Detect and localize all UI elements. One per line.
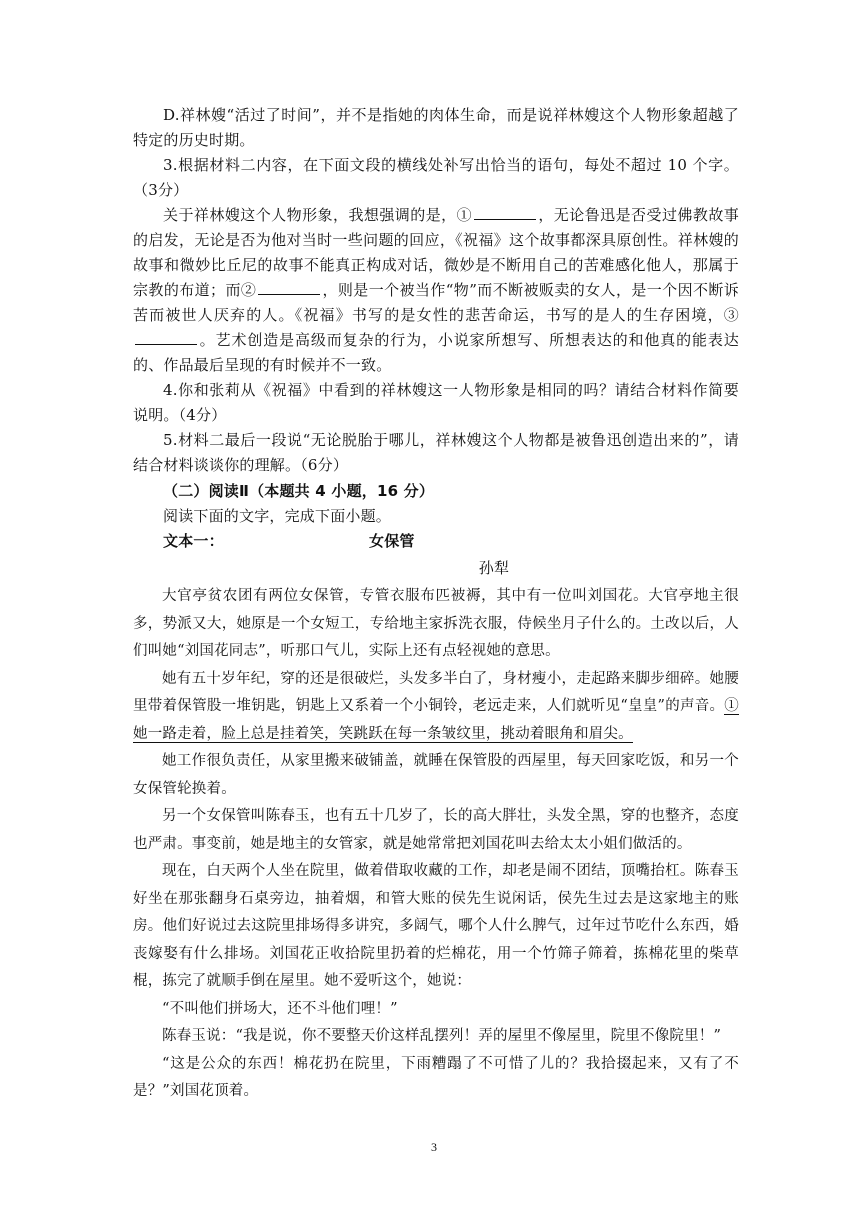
text-label: 文本一： [163,532,224,550]
text-title-row [133,529,739,556]
question-3-passage [133,203,739,378]
story-paragraph-6: “不叫他们拼场大，还不斗他们哩！” [162,1000,398,1017]
answer-blank-3[interactable] [135,329,197,345]
answer-blank-2[interactable] [258,279,320,295]
story-body [133,583,739,1106]
story-paragraph-3: 她工作很负责任，从家里搬来破铺盖，就睡在保管股的西屋里，每天回家吃饭，和另一个女保管轮换着。 [133,753,739,797]
story-paragraph-1: 大官亭贫农团有两位女保管，专管衣服布匹被褥，其中有一位叫刘国花。大官亭地主很多，势派又大，她原是一个女短工，专给地主家拆洗衣服，侍候坐月子什么的。土改以后，人们叫她“刘国花同志”，听那口气儿，实际上还有点轻视她的意思。 [133,588,739,659]
page-number: 3 [431,1140,437,1154]
passage-part-b: ，无论鲁迅是否受过佛教故事的启发，无论是否为他对当时一些问题的回应，《祝福》这个故事都深具原创性。祥林嫂的故事和微妙比丘尼的故事不能真正构成对话，微妙是不断用自己的苦难感化他人，那属于宗教的布道；而② [133,206,739,299]
story-author: 孙犁 [478,559,510,577]
story-title: 女保管 [369,532,415,550]
story-paragraph-2-text: 她有五十岁年纪，穿的还是很破烂，头发多半白了，身材瘦小，走起路来脚步细碎。她腰里带着保管股一堆钥匙，钥匙上又系着一个小铜铃，老远走来，人们就听见“皇皇”的声音。 [133,670,739,714]
page-content [133,103,739,1106]
story-paragraph-2 [133,666,739,749]
underlined-sentence-1: ①她一路走着，脸上总是挂着笑，笑跳跃在每一条皱纹里，挑动着眼角和眉尖。 [133,698,739,742]
option-d: D.祥林嫂“活过了时间”，并不是指她的肉体生命，而是说祥林嫂这个人物形象超越了特定的历史时期。 [133,106,739,149]
question-4: 4.你和张莉从《祝福》中看到的祥林嫂这一人物形象是相同的吗？请结合材料作简要说明。（4分） [133,381,739,424]
story-paragraph-8: “这是公众的东西！棉花扔在院里，下雨糟蹋了不可惜了儿的？我拾掇起来，又有了不是？”刘国花顶着。 [133,1055,739,1099]
story-paragraph-5: 现在，白天两个人坐在院里，做着借取收藏的工作，却老是闹不团结，顶嘴抬杠。陈春玉好坐在那张翻身石桌旁边，抽着烟，和管大账的侯先生说闲话，侯先生过去是这家地主的账房。他们好说过去这院里排场得多讲究，多阔气，哪个人什么脾气，过年过节吃什么东西，婚丧嫁娶有什么排场。刘国花正收拾院里扔着的烂棉花，用一个竹筛子筛着，拣棉花里的柴草棍，拣完了就顺手倒在屋里。她不爱听这个，她说： [133,863,739,989]
story-paragraph-4: 另一个女保管叫陈春玉，也有五十几岁了，长的高大胖壮，头发全黑，穿的也整齐，态度也严肃。事变前，她是地主的女管家，就是她常常把刘国花叫去给太太小姐们做活的。 [133,808,739,852]
passage-part-c: ，则是一个被当作“物”而不断被贩卖的女人，是一个因不断诉苦而被世人厌弃的人。《祝福》书写的是女性的悲苦命运，书写的是人的生存困境，③ [133,281,739,324]
story-paragraph-7: 陈春玉说：“我是说，你不要整天价这样乱摆列！弄的屋里不像屋里，院里不像院里！” [162,1028,722,1044]
question-3-prompt: 3.根据材料二内容，在下面文段的横线处补写出恰当的语句，每处不超过 10 个字。（3分） [133,156,739,199]
answer-blank-1[interactable] [474,204,536,220]
section-heading: （二）阅读Ⅱ（本题共 4 小题，16 分） [163,482,435,500]
section-instruction: 阅读下面的文字，完成下面小题。 [163,507,392,525]
passage-part-a: 关于祥林嫂这个人物形象，我想强调的是，① [163,206,473,224]
passage-part-d: 。艺术创造是高级而复杂的行为，小说家所想写、所想表达的和他真的能表达的、作品最后呈现的有时候并不一致。 [133,331,739,374]
question-5: 5.材料二最后一段说“无论脱胎于哪儿，祥林嫂这个人物都是被鲁迅创造出来的”，请结合材料谈谈你的理解。（6分） [133,431,739,474]
